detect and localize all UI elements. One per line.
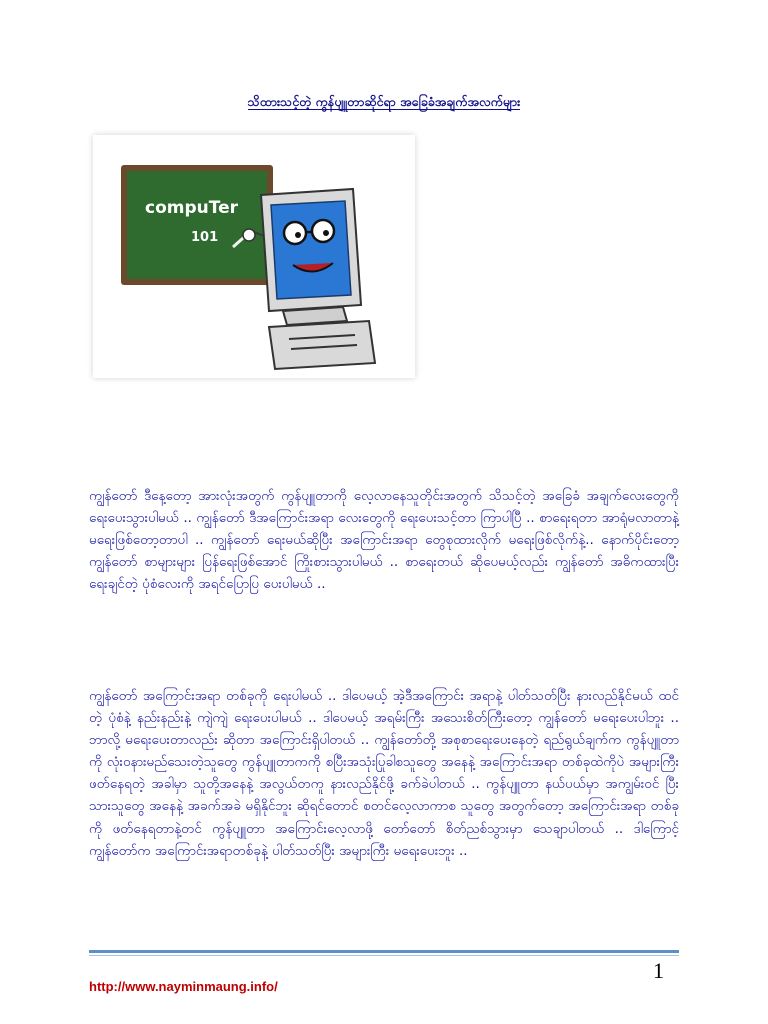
computer-101-illustration xyxy=(93,135,415,378)
computer-101-drawing xyxy=(93,135,415,378)
footer-rule xyxy=(89,950,679,953)
chalkboard xyxy=(127,171,267,279)
footer-rule-thin xyxy=(89,955,679,956)
page-title-text: သိထားသင့်တဲ့ ကွန်ပျူတာဆိုင်ရာ အခြေခံအချက်အလက်များ xyxy=(247,94,521,109)
website-link[interactable]: http://www.nayminmaung.info/ xyxy=(89,979,278,994)
monitor-screen xyxy=(271,201,351,299)
right-pupil xyxy=(323,230,329,236)
glove-hand xyxy=(243,229,255,241)
page-title xyxy=(0,94,768,113)
board-text-line2: 101 xyxy=(191,230,219,245)
left-eye xyxy=(284,222,306,244)
right-eye xyxy=(312,220,334,242)
left-pupil xyxy=(295,232,301,238)
paragraph-1: ကျွန်တော် ဒီနေ့တော့ အားလုံးအတွက် ကွန်ပျူတာကို လေ့လာနေသူတိုင်းအတွက် သိသင့်တဲ့ အခြေခံ အချက်လေးတွေကို ရေးပေးသွားပါမယ် .. ကျွန်တော် ဒီအကြောင်းအရာ လေးတွေကို ရေးပေးသင့်တာ ကြာပါပြီ .. စာရေးရတာ အာရုံမလာတာနဲ့ မရေးဖြစ်တော့တာပါ .. ကျွန်တော် ရေးမယ်ဆိုပြီး အကြောင်းအရာ တွေစုထားလိုက် မရေးဖြစ်လိုက်နဲ့.. နောက်ပိုင်းတော့ ကျွန်တော် စာများများ ပြန်ရေးဖြစ်အောင် ကြိုးစားသွားပါမယ် .. စာရေးတယ် ဆိုပေမယ့်လည်း ကျွန်တော် အဓိကထားပြီး ရေးချင်တဲ့ ပုံစံလေးကို အရင်ပြောပြ ပေးပါမယ် .. xyxy=(89,488,679,593)
cpu-case xyxy=(269,321,375,369)
board-text-line1: compuTer xyxy=(145,198,238,218)
page-number: 1 xyxy=(653,958,664,983)
paragraph-2: ကျွန်တော် အကြောင်းအရာ တစ်ခုကို ရေးပါမယ် .. ဒါပေမယ့် အဲ့ဒီအကြောင်း အရာနဲ့ ပါတ်သတ်ပြီး နားလည်နိုင်မယ် ထင်တဲ့ ပုံစံနဲ့ နည်းနည်းနဲ့ ကျဲကျဲ ရေးပေးပါမယ် .. ဒါပေမယ့် အရမ်းကြီး အသေးစိတ်ကြီးတော့ ကျွန်တော် မရေးပေးပါဘူး .. ဘာလို့ မရေးပေးတာလည်း ဆိုတာ အကြောင်းရှိပါတယ် .. ကျွန်တော်တို့ အစုစာရေးပေးနေတဲ့ ရည်ရွယ်ချက်က ကွန်ပျူတာကို လုံးဝနားမည်သေးတဲ့သူတွေ ကွန်ပျူတာကကို စပြီးအသုံးပြုခါစသူတွေ အနေနဲ့ အကြောင်းအရာ တစ်ခုထဲကိုပဲ အများကြီး ဖတ်နေရတဲ့ အခါမှာ သူတို့အနေနဲ့ အလွယ်တကူ နားလည်နိုင်ဖို့ ခက်ခဲပါတယ် .. ကွန်ပျူတာ နယ်ပယ်မှာ အကျွမ်းဝင် ပြီးသားသူတွေ အနေနဲ့ အခက်အခဲ မရှိနိုင်ဘူး ဆိုရင်တောင် စတင်လေ့လာကာစ သူတွေ အတွက်တော့ အကြောင်းအရာ တစ်ခုကို ဖတ်နေရတာနဲ့တင် ကွန်ပျူတာ အကြောင်းလေ့လာဖို့ တော်တော် စိတ်ညစ်သွားမှာ သေချာပါတယ် .. ဒါကြောင့် ကျွန်တော်က အကြောင်းအရာတစ်ခုနဲ့ ပါတ်သတ်ပြီး အများကြီး မရေးပေးဘူး .. xyxy=(89,688,679,859)
